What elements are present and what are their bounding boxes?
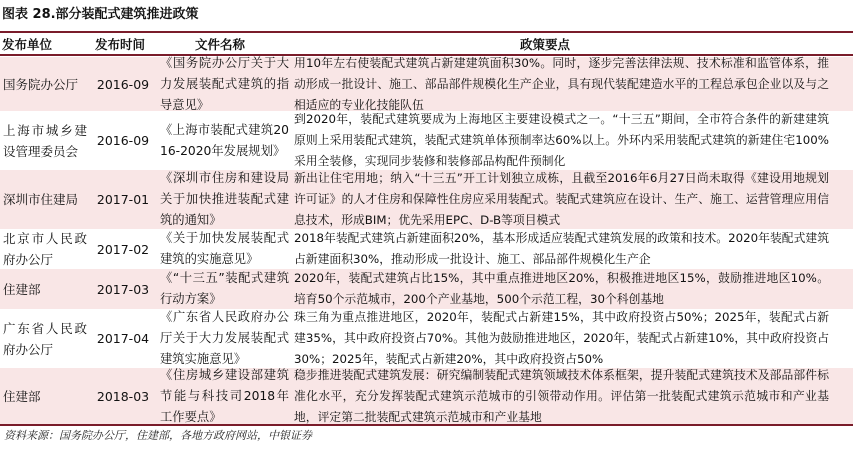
bottom-rule (0, 424, 853, 426)
key-points-cell: 用10年左右使装配式建筑占新建建筑面积30%。同时，逐步完善法律法规、技术标准和监管体系，推动形成一批设计、施工、部品部件规模化生产企业，具有现代装配建造水平的工程总承包企业以及与之相适应的专业化技能队伍 (294, 55, 829, 112)
table-row (0, 111, 853, 170)
issuer-cell: 住建部 (3, 281, 41, 297)
table-row (0, 229, 853, 269)
document-cell: 《广东省人民政府办公厅关于大力发展装配式建筑实施意见》 (160, 310, 289, 366)
key-points-cell: 新出让住宅用地；纳入“十三五”开工计划独立成栋，且截至2016年6月27日尚未取得《建设用地规划许可证》的人才住房和保障性住房应采用装配式。装配式建筑应在设计、生产、施工、运营管理应用信息技术，形成BIM；优先采用EPC、D-B等项目模式 (294, 171, 829, 227)
issuer-cell: 深圳市住建局 (3, 192, 79, 207)
issuer-cell: 北京市人民政府办公厅 (3, 231, 87, 267)
date-cell: 2017-02 (96, 241, 150, 257)
date-cell: 2017-01 (96, 192, 150, 207)
header-document: 文件名称 (195, 37, 246, 52)
document-cell: 《“十三五”装配式建筑行动方案》 (160, 271, 289, 306)
document-cell: 《深圳市住房和建设局关于加快推进装配式建筑的通知》 (160, 171, 289, 227)
key-points-cell: 到2020年，装配式建筑要成为上海地区主要建设模式之一。“十三五”期间，全市符合条件的新建建筑原则上采用装配式建筑，装配式建筑单体预制率达60%以上。外环内采用装配式建筑的新建住宅100%采用全装修，实现同步装修和装修部品构配件预制化 (294, 112, 829, 168)
document-cell: 《上海市装配式建筑2016-2020年发展规划》 (160, 122, 289, 158)
key-points-cell: 珠三角为重点推进地区，2020年，装配式占新建15%，其中政府投资占50%；2025年，装配式占新建35%，其中政府投资占70%。其他为鼓励推进地区，2020年，装配式占新建10%，其中政府投资占30%；2025年，装配式占新建20%，其中政府投资占50% (294, 310, 829, 366)
header-issuer: 发布单位 (2, 37, 53, 52)
date-cell: 2016-09 (96, 133, 150, 148)
issuer-cell: 住建部 (3, 388, 41, 404)
document-cell: 《住房城乡建设部建筑节能与科技司2018年工作要点》 (160, 367, 289, 424)
date-cell: 2017-04 (96, 331, 150, 346)
document-cell: 《国务院办公厅关于大力发展装配式建筑的指导意见》 (160, 55, 289, 112)
table-row (0, 170, 853, 229)
header-key-points: 政策要点 (520, 37, 571, 52)
table-row (0, 269, 853, 309)
table-row (0, 368, 853, 424)
table-row (0, 309, 853, 368)
issuer-cell: 国务院办公厅 (3, 76, 79, 92)
date-cell: 2017-03 (96, 281, 150, 297)
issuer-cell: 上海市城乡建设管理委员会 (3, 122, 87, 159)
date-cell: 2016-09 (96, 76, 150, 92)
key-points-cell: 稳步推进装配式建筑发展：研究编制装配式建筑领域技术体系框架，提升装配式建筑技术及部品部件标准化水平，充分发挥装配式建筑示范城市的引领带动作用。评估第一批装配式建筑示范城市和产业基地，评定第二批装配式建筑示范城市和产业基地 (294, 367, 829, 424)
date-cell: 2018-03 (96, 388, 150, 404)
table-row (0, 57, 853, 111)
header-date: 发布时间 (95, 37, 146, 52)
figure-title: 图表 28.部分装配式建筑推进政策 (2, 7, 199, 22)
key-points-cell: 2020年，装配式建筑占比15%，其中重点推进地区20%，积极推进地区15%，鼓励推进地区10%。培育50个示范城市，200个产业基地，500个示范工程，30个科创基地 (294, 271, 829, 306)
issuer-cell: 广东省人民政府办公厅 (3, 320, 87, 357)
source-note: 资料来源：国务院办公厅，住建部，各地方政府网站，中银证券 (4, 429, 312, 442)
table-header (0, 33, 853, 54)
document-cell: 《关于加快发展装配式建筑的实施意见》 (160, 231, 289, 266)
key-points-cell: 2018年装配式建筑占新建面积20%，基本形成适应装配式建筑发展的政策和技术。2020年装配式建筑占新建面积30%，推动形成一批设计、施工、部品部件规模化生产企 (294, 231, 829, 266)
